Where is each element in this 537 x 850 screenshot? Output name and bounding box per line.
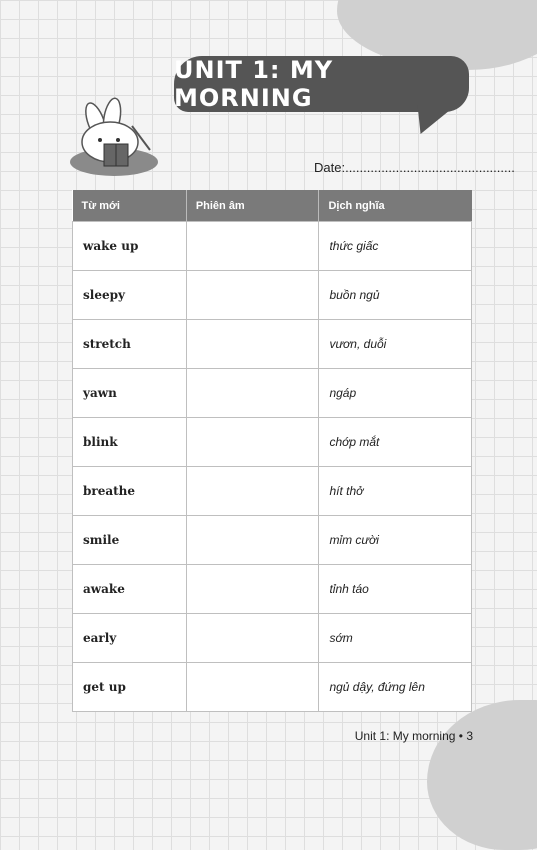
table-row <box>73 614 472 663</box>
phonetic-cell <box>186 565 319 614</box>
table-row <box>73 516 472 565</box>
meaning-cell: chớp mắt <box>319 418 472 467</box>
word-cell: sleepy <box>73 271 187 320</box>
table-row <box>73 565 472 614</box>
meaning-cell: ngủ dậy, đứng lên <box>319 663 472 712</box>
table-row <box>73 418 472 467</box>
table-row <box>73 663 472 712</box>
phonetic-cell <box>186 271 319 320</box>
phonetic-cell <box>186 369 319 418</box>
phonetic-cell <box>186 614 319 663</box>
meaning-cell: thức giấc <box>319 222 472 271</box>
meaning-cell: buồn ngủ <box>319 271 472 320</box>
meaning-cell: hít thở <box>319 467 472 516</box>
unit-title: UNIT 1: MY MORNING <box>174 56 334 112</box>
phonetic-cell <box>186 418 319 467</box>
word-cell: wake up <box>73 222 187 271</box>
meaning-cell: mỉm cười <box>319 516 472 565</box>
bunny-reading-icon <box>66 92 162 178</box>
phonetic-cell <box>186 663 319 712</box>
header-phonetic: Phiên âm <box>186 190 319 222</box>
word-cell: early <box>73 614 187 663</box>
table-row <box>73 369 472 418</box>
table-header-row <box>73 190 472 222</box>
phonetic-cell <box>186 320 319 369</box>
word-cell: smile <box>73 516 187 565</box>
meaning-cell: vươn, duỗi <box>319 320 472 369</box>
page-footer: Unit 1: My morning • 3 <box>354 729 473 743</box>
table-row <box>73 320 472 369</box>
date-blank: ............................................... <box>345 160 515 175</box>
decorative-blob-bottom <box>427 700 537 850</box>
phonetic-cell <box>186 516 319 565</box>
word-cell: blink <box>73 418 187 467</box>
word-cell: stretch <box>73 320 187 369</box>
date-field <box>314 160 515 175</box>
phonetic-cell <box>186 222 319 271</box>
meaning-cell: tỉnh táo <box>319 565 472 614</box>
word-cell: awake <box>73 565 187 614</box>
phonetic-cell <box>186 467 319 516</box>
word-cell: yawn <box>73 369 187 418</box>
header-meaning: Dịch nghĩa <box>319 190 472 222</box>
header-new-word: Từ mới <box>73 190 187 222</box>
table-row <box>73 222 472 271</box>
vocabulary-table <box>72 190 472 712</box>
date-label: Date: <box>314 160 346 175</box>
word-cell: breathe <box>73 467 187 516</box>
meaning-cell: sớm <box>319 614 472 663</box>
table-row <box>73 467 472 516</box>
meaning-cell: ngáp <box>319 369 472 418</box>
word-cell: get up <box>73 663 187 712</box>
table-row <box>73 271 472 320</box>
